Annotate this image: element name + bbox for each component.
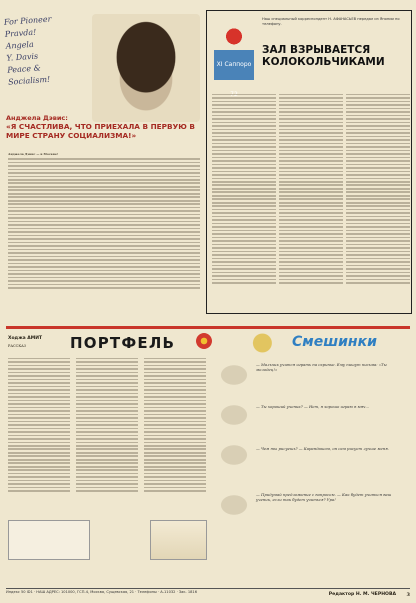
story-column-2 xyxy=(76,356,138,494)
story-rubric: РАССКАЗ xyxy=(8,344,26,348)
jokes-header-graphic xyxy=(244,330,290,356)
story-title: ПОРТФЕЛЬ xyxy=(70,334,176,352)
jokes-title: Смешинки xyxy=(292,334,377,350)
joke-item: — Мальчик учится играть на скрипке. Ему пишут письма: «Ты молодец!» xyxy=(256,362,387,372)
joke-illustration-1 xyxy=(214,360,254,390)
olympic-emblem: XI Саппоро xyxy=(214,50,254,80)
story-illustration-right xyxy=(150,520,207,560)
joke-illustration-4 xyxy=(214,490,254,520)
correspondent-line: Наш специальный корреспондент Н. АФАНАСЬЕВ передал из Японии по телефону. xyxy=(262,17,400,26)
joke-illustration-3 xyxy=(214,440,254,470)
left-article-text xyxy=(8,158,200,289)
photo-caption xyxy=(6,114,201,140)
footer-imprint: Индекс 50 ID1 · НАШ АДРЕС: 101000, ГСП-4, Москва, Сущевская, 21 · Телефоны · А-11032 · Зак. 1816 xyxy=(6,588,410,594)
caption-name: Анджела Дэвис: xyxy=(6,114,68,122)
editor-credit: Редактор Н. М. ЧЕРНОВА xyxy=(328,592,396,597)
right-article-title: ЗАЛ ВЗРЫВАЕТСЯ КОЛОКОЛЬЧИКАМИ xyxy=(262,44,385,68)
joke-item: — Придумай предложение с вопросом. — Как будет учиться ваш ученик, если так будет учиться? Ура! xyxy=(256,492,392,502)
right-article-column-3 xyxy=(346,92,410,286)
story-column-1 xyxy=(8,356,70,494)
section-divider xyxy=(6,326,410,329)
page-number: 3 xyxy=(406,592,410,598)
joke-item: — Чем ты рисуешь? — Карандашом, он сам рисует лучше меня. xyxy=(256,446,389,451)
flower-icon xyxy=(196,333,212,349)
caption-quote: «Я СЧАСТЛИВА, ЧТО ПРИЕХАЛА В ПЕРВУЮ В МИРЕ СТРАНУ СОЦИАЛИЗМА!» xyxy=(6,122,195,140)
joke-item: — Ты хороший ученик? — Нет, я хорошо играю в мяч... xyxy=(256,404,370,409)
left-article-lead: Анджела Дэвис — в Москве! xyxy=(8,152,59,156)
story-illustration-left xyxy=(8,520,90,560)
olympic-flame-icon xyxy=(224,22,244,46)
story-author: Ходжа АМИТ xyxy=(8,336,43,341)
left-article-body xyxy=(8,152,200,291)
right-article-column-2 xyxy=(279,92,343,286)
handwritten-dedication: For Pioneer Pravda! Angela Y. Davis Peace & Socialism! xyxy=(3,14,52,87)
angela-davis-photo xyxy=(92,14,200,122)
right-article-column-1 xyxy=(212,92,276,286)
story-column-3 xyxy=(144,356,206,494)
joke-illustration-2 xyxy=(214,400,254,430)
